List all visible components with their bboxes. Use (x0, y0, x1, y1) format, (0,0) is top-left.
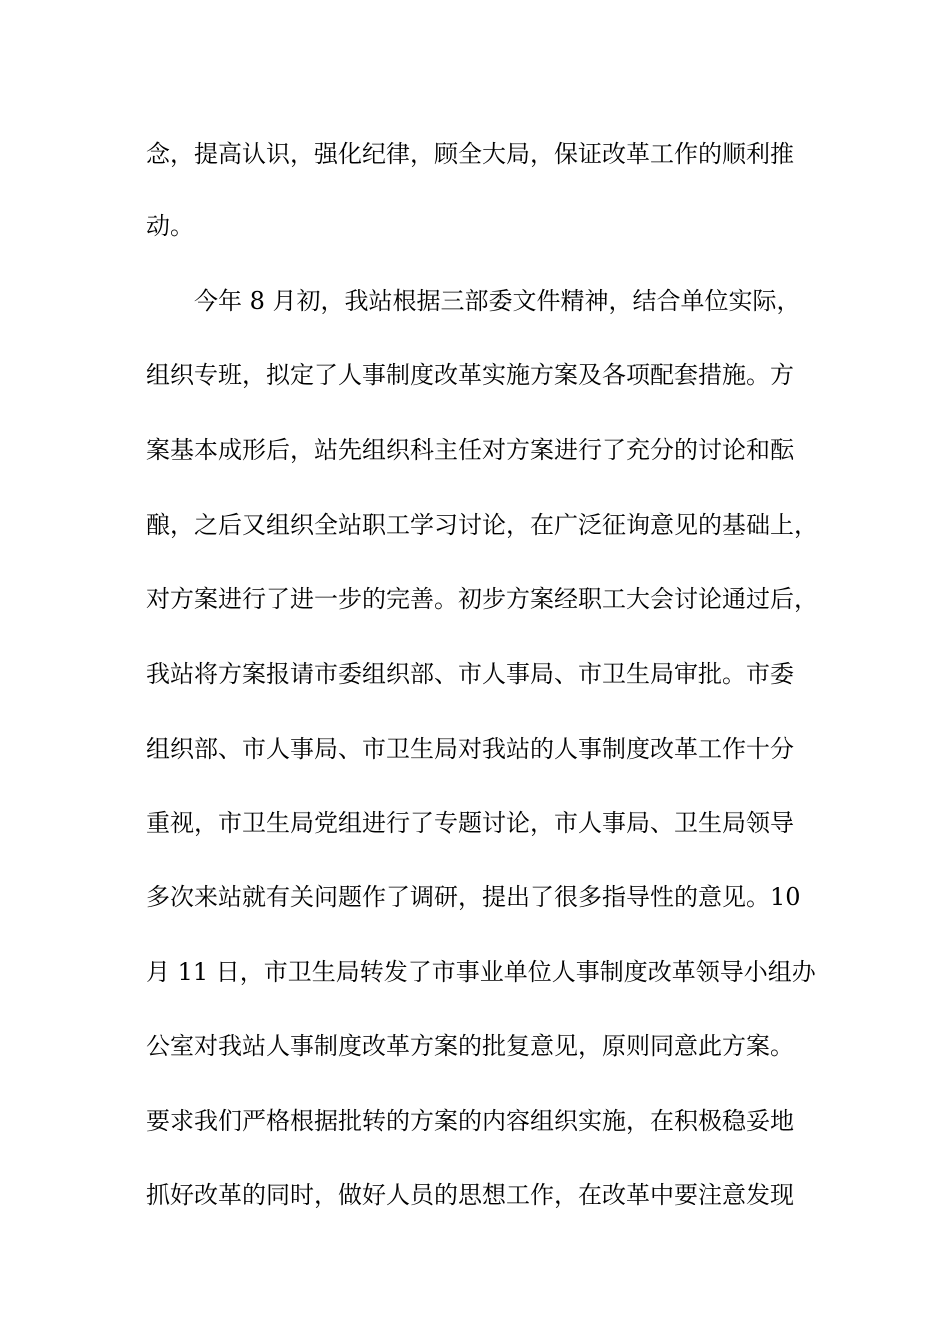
paragraph-start-line: 今年 8 月初，我站根据三部委文件精神，结合单位实际， (194, 287, 801, 315)
text-line: 要求我们严格根据批转的方案的内容组织实施，在积极稳妥地 (146, 1107, 794, 1135)
text-line: 组织专班，拟定了人事制度改革实施方案及各项配套措施。方 (146, 361, 794, 389)
text-line: 重视，市卫生局党组进行了专题讨论，市人事局、卫生局领导 (146, 809, 794, 837)
text-line: 公室对我站人事制度改革方案的批复意见，原则同意此方案。 (146, 1032, 794, 1060)
text-line: 我站将方案报请市委组织部、市人事局、市卫生局审批。市委 (146, 660, 794, 688)
text-line: 组织部、市人事局、市卫生局对我站的人事制度改革工作十分 (146, 735, 794, 763)
text-line: 多次来站就有关问题作了调研，提出了很多指导性的意见。10 (146, 883, 801, 911)
text-line: 动。 (146, 212, 194, 240)
text-line: 案基本成形后，站先组织科主任对方案进行了充分的讨论和酝 (146, 436, 794, 464)
text-line: 抓好改革的同时，做好人员的思想工作，在改革中要注意发现 (146, 1181, 794, 1209)
text-line: 酿，之后又组织全站职工学习讨论，在广泛征询意见的基础上， (146, 511, 818, 539)
text-line: 对方案进行了进一步的完善。初步方案经职工大会讨论通过后， (146, 585, 818, 613)
text-line: 月 11 日，市卫生局转发了市事业单位人事制度改革领导小组办 (146, 958, 816, 986)
text-line: 念，提高认识，强化纪律，顾全大局，保证改革工作的顺利推 (146, 140, 794, 168)
